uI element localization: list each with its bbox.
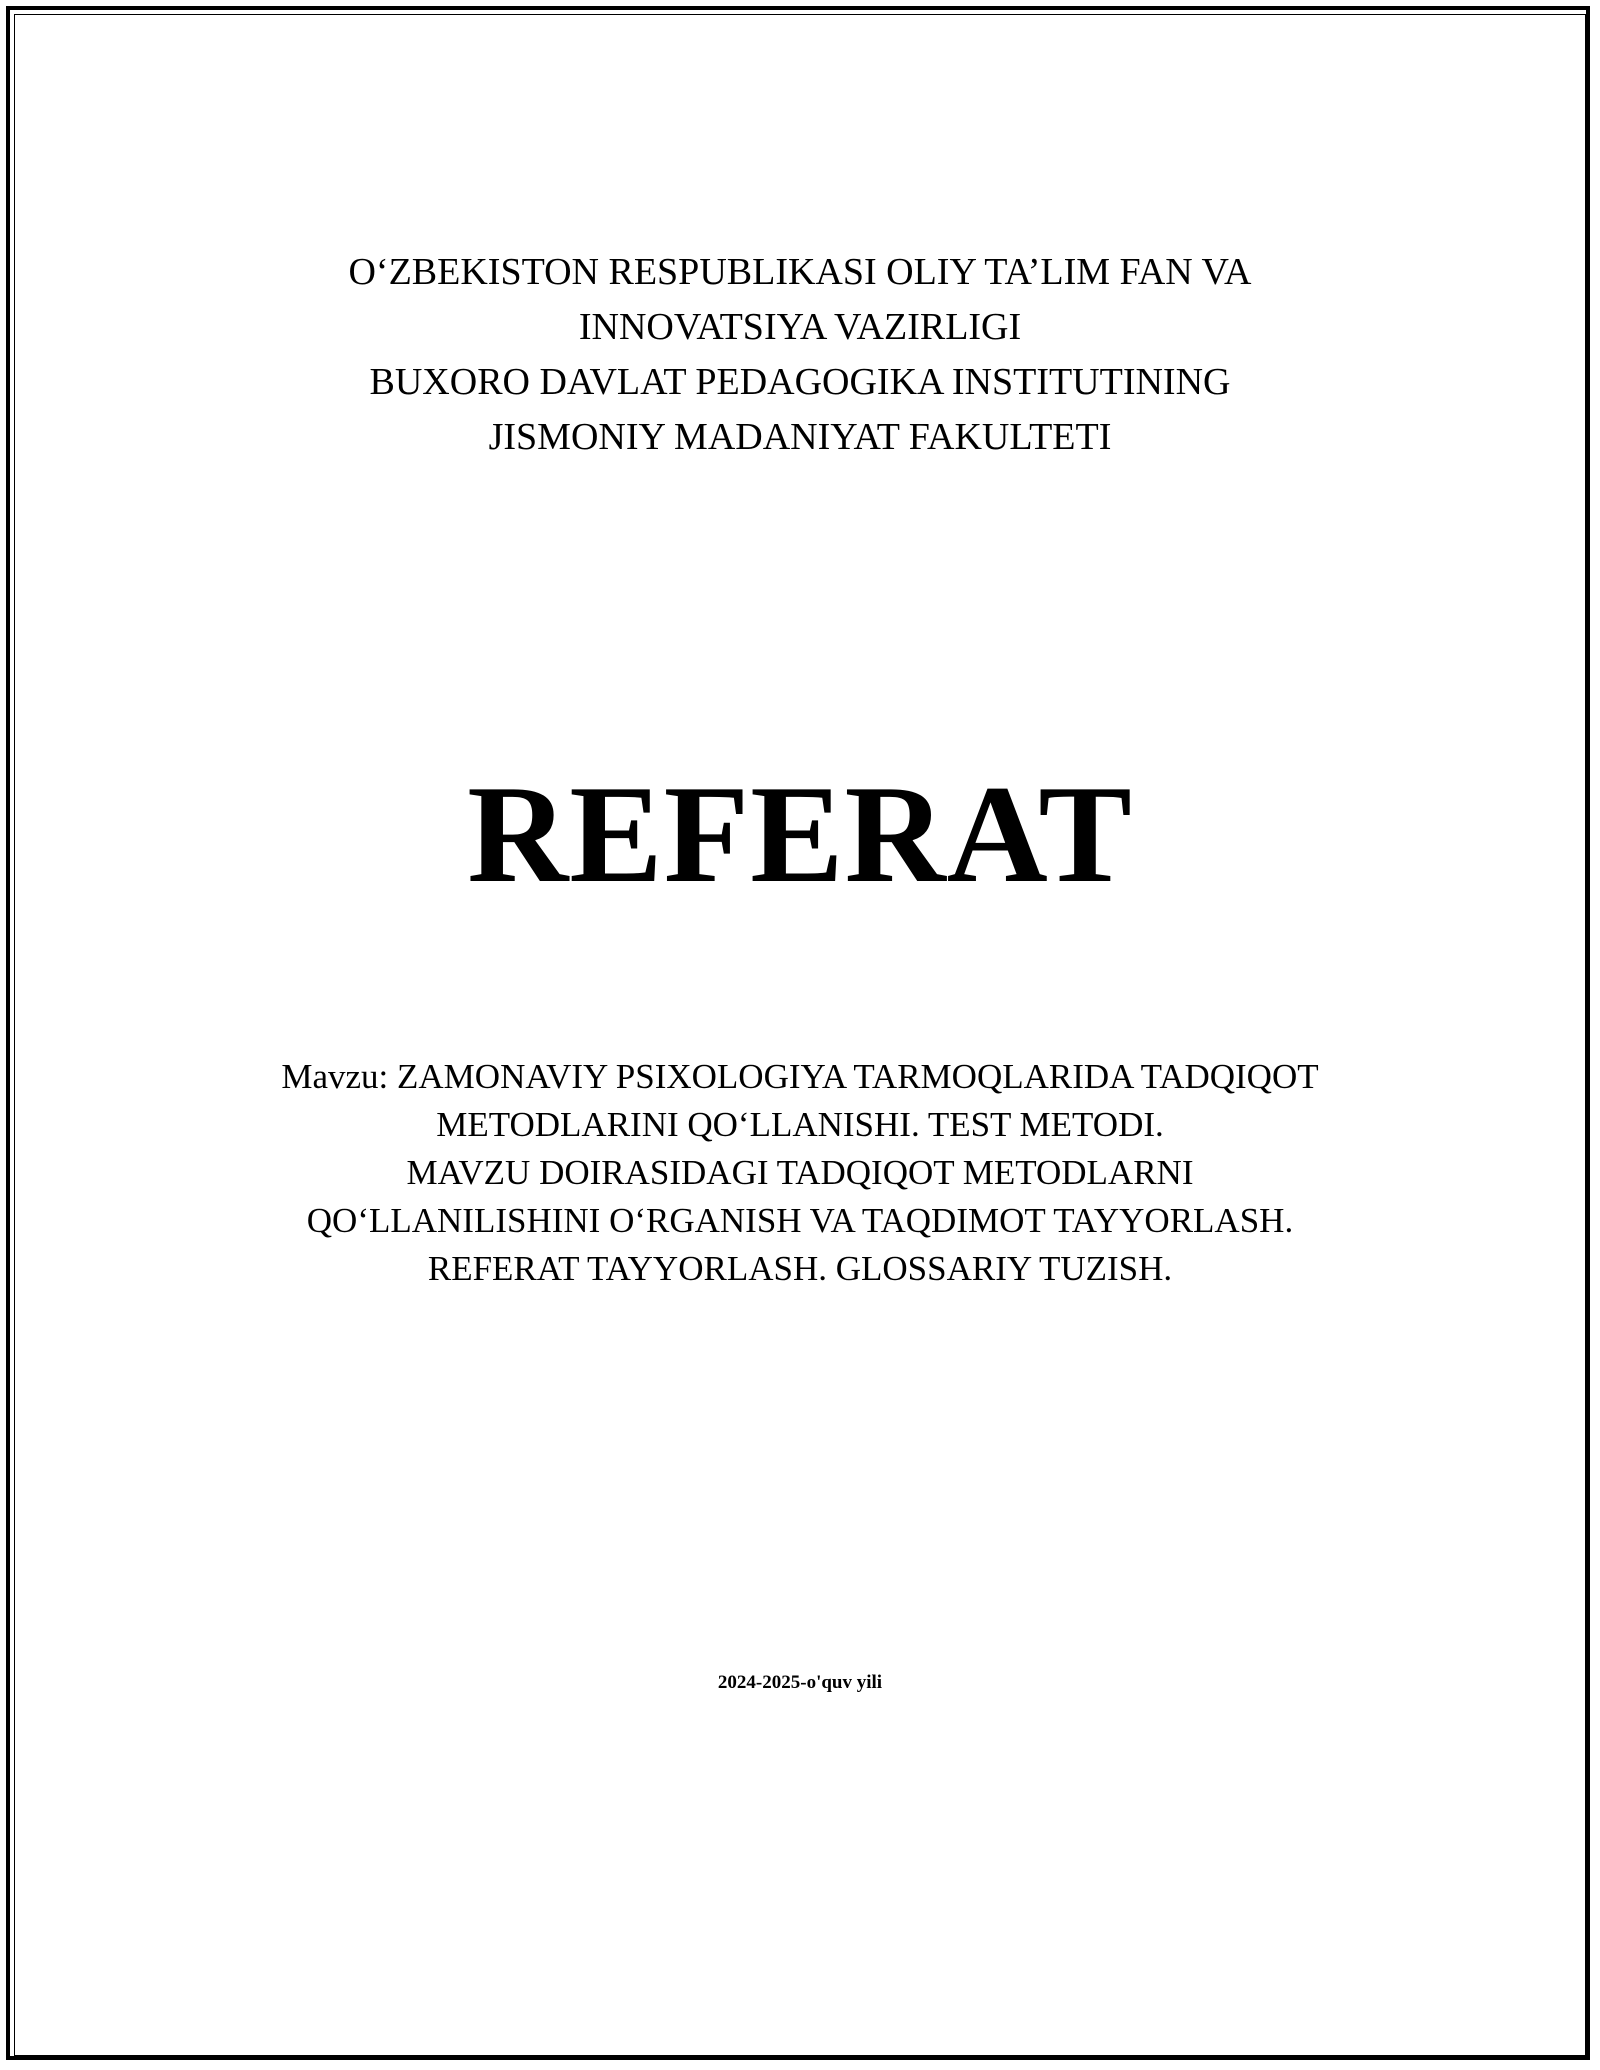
topic-line: Mavzu: ZAMONAVIY PSIXOLOGIYA TARMOQLARIDA TADQIQOT xyxy=(281,1057,1319,1096)
topic-line: METODLARINI QO‘LLANISHI. TEST METODI. xyxy=(436,1105,1164,1144)
topic-line: MAVZU DOIRASIDAGI TADQIQOT METODLARNI xyxy=(406,1153,1194,1192)
header-line: O‘ZBEKISTON RESPUBLIKASI OLIY TA’LIM FAN VA xyxy=(348,251,1252,293)
document-title: REFERAT xyxy=(467,757,1133,912)
header-line: BUXORO DAVLAT PEDAGOGIKA INSTITUTINING xyxy=(369,361,1231,403)
topic-line: REFERAT TAYYORLASH. GLOSSARIY TUZISH. xyxy=(427,1249,1173,1288)
header-line: JISMONIY MADANIYAT FAKULTETI xyxy=(488,416,1112,458)
institution-header xyxy=(0,245,1600,465)
topic-block xyxy=(0,1053,1600,1293)
academic-year: 2024-2025-o'quv yili xyxy=(717,1672,883,1693)
topic-line: QO‘LLANILISHINI O‘RGANISH VA TAQDIMOT TAYYORLASH. xyxy=(306,1201,1294,1240)
header-line: INNOVATSIYA VAZIRLIGI xyxy=(578,306,1022,348)
